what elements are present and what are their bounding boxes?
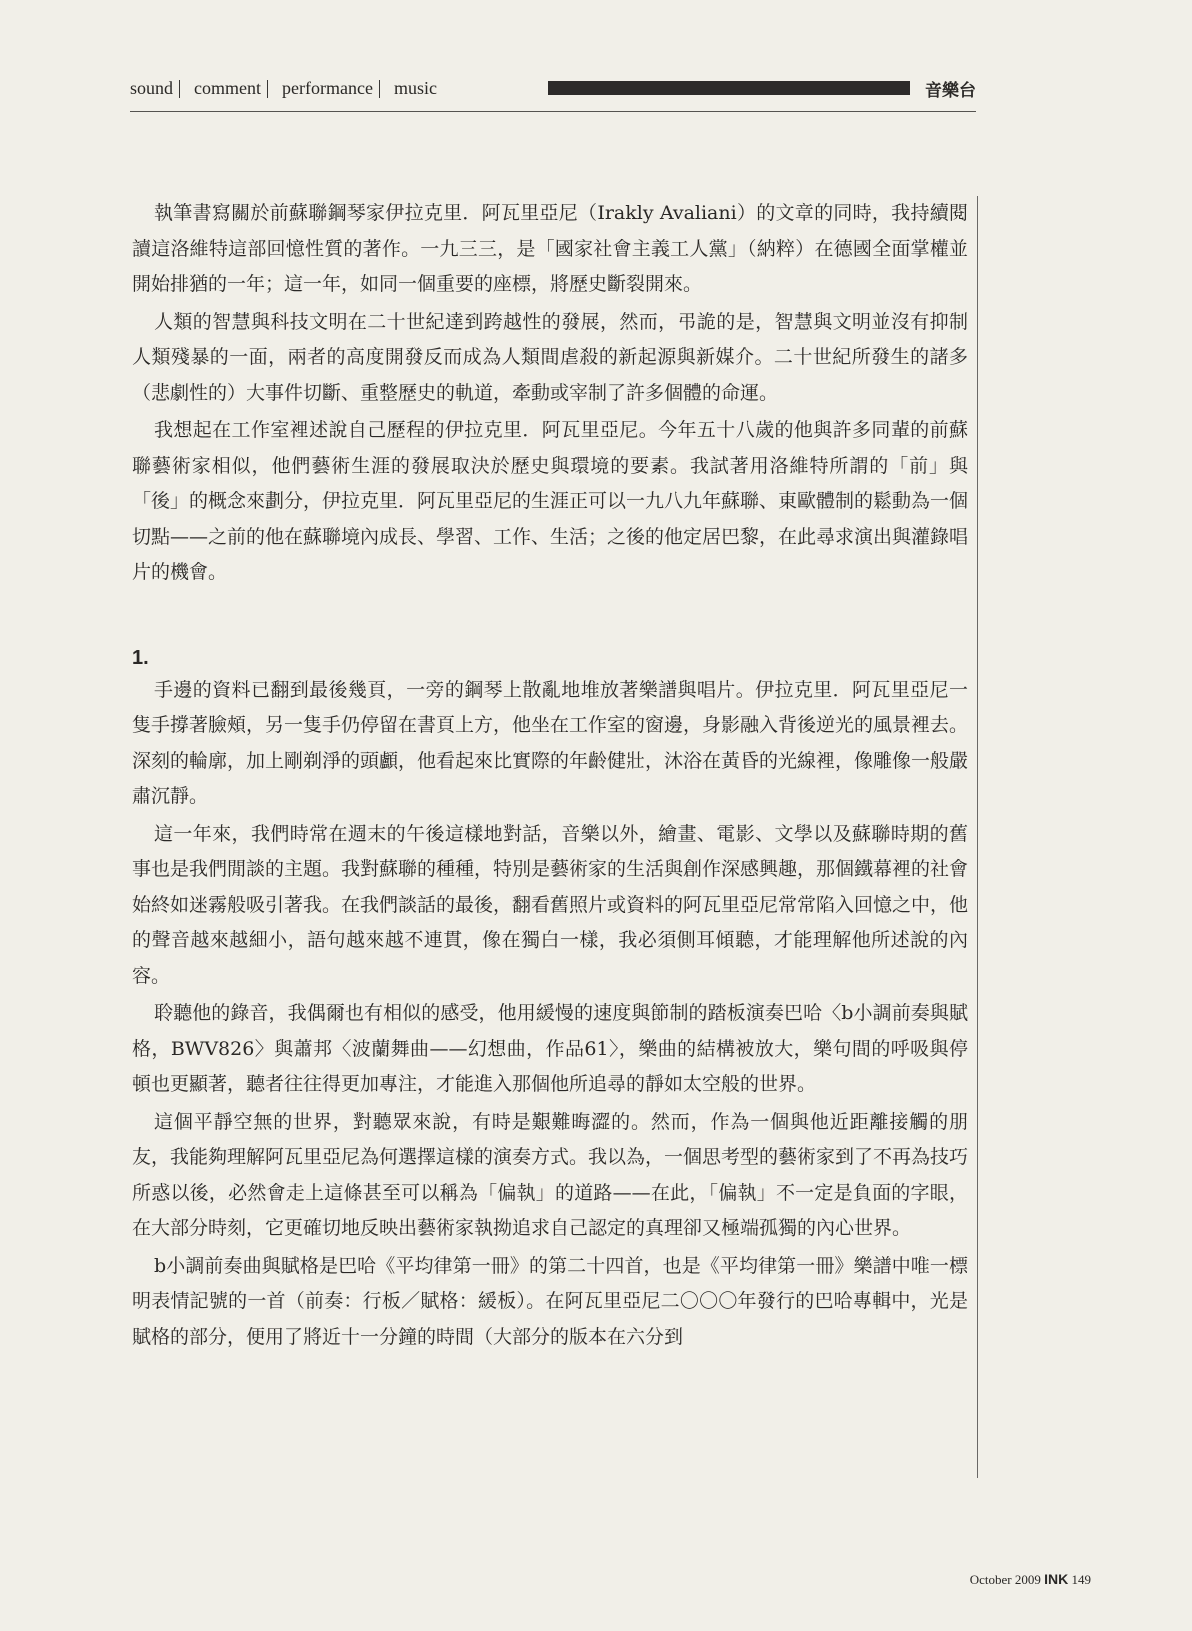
nav-item-comment: comment <box>194 78 261 98</box>
nav-separator <box>267 80 268 98</box>
column-rule <box>977 196 978 1478</box>
paragraph: 聆聽他的錄音，我偶爾也有相似的感受，他用緩慢的速度與節制的踏板演奏巴哈〈b小調前奏與賦格，BWV826〉與蕭邦〈波蘭舞曲——幻想曲，作品61〉，樂曲的結構被放大，樂句間的呼吸與停頓也更顯著，聽者往往得更加專注，才能進入那個他所追尋的靜如太空般的世界。 <box>132 1002 968 1095</box>
nav-item-sound: sound <box>130 78 174 98</box>
nav-separator <box>179 80 180 98</box>
paragraph: 我想起在工作室裡述說自己歷程的伊拉克里．阿瓦里亞尼。今年五十八歲的他與許多同輩的前蘇聯藝術家相似，他們藝術生涯的發展取決於歷史與環境的要素。我試著用洛維特所謂的「前」與「後」的概念來劃分，伊拉克里．阿瓦里亞尼的生涯正可以一九八九年蘇聯、東歐體制的鬆動為一個切點——之前的他在蘇聯境內成長、學習、工作、生活；之後的他定居巴黎，在此尋求演出與灌錄唱片的機會。 <box>132 419 969 583</box>
intro-section <box>132 196 968 591</box>
paragraph: 這一年來，我們時常在週末的午後這樣地對話，音樂以外，繪畫、電影、文學以及蘇聯時期的舊事也是我們閒談的主題。我對蘇聯的種種，特別是藝術家的生活與創作深感興趣，那個鐵幕裡的社會始終如迷霧般吸引著我。在我們談話的最後，翻看舊照片或資料的阿瓦里亞尼常常陷入回憶之中，他的聲音越來越細小，語句越來越不連貫，像在獨白一樣，我必須側耳傾聽，才能理解他所述說的內容。 <box>132 822 969 987</box>
paragraph: 手邊的資料已翻到最後幾頁，一旁的鋼琴上散亂地堆放著樂譜與唱片。伊拉克里．阿瓦里亞尼一隻手撐著臉頰，另一隻手仍停留在書頁上方，他坐在工作室的窗邊，身影融入背後逆光的風景裡去。深刻的輪廓，加上剛剃淨的頭顱，他看起來比實際的年齡健壯，沐浴在黃昏的光線裡，像雕像一般嚴肅沉靜。 <box>132 678 969 807</box>
nav-item-music: music <box>393 78 437 98</box>
page-footer <box>970 1571 1091 1588</box>
page-number: 149 <box>1071 1572 1091 1587</box>
page-header <box>130 74 976 104</box>
paragraph: 執筆書寫關於前蘇聯鋼琴家伊拉克里．阿瓦里亞尼（Irakly Avaliani）的文章的同時，我持續閱讀這洛維特這部回憶性質的著作。一九三三，是「國家社會主義工人黨」（納粹）在德國全面掌權並開始排猶的一年；這一年，如同一個重要的座標，將歷史斷裂開來。 <box>132 202 968 295</box>
section-nav <box>130 78 437 99</box>
nav-separator <box>379 80 380 98</box>
article-body <box>132 196 968 1355</box>
header-decorative-bar <box>548 81 910 95</box>
paragraph: 人類的智慧與科技文明在二十世紀達到跨越性的發展，然而，弔詭的是，智慧與文明並沒有抑制人類殘暴的一面，兩者的高度開發反而成為人類間虐殺的新起源與新媒介。二十世紀所發生的諸多（悲劇性的）大事件切斷、重整歷史的軌道，牽動或宰制了許多個體的命運。 <box>132 310 968 404</box>
section-1 <box>132 643 968 1356</box>
issue-date: October 2009 <box>969 1572 1041 1587</box>
magazine-brand: INK <box>1044 1571 1069 1587</box>
section-number: 1. <box>132 646 149 669</box>
section-name: 音樂台 <box>925 81 976 101</box>
nav-item-performance: performance <box>282 78 373 98</box>
paragraph: 這個平靜空無的世界，對聽眾來說，有時是艱難晦澀的。然而，作為一個與他近距離接觸的朋友，我能夠理解阿瓦里亞尼為何選擇這樣的演奏方式。我以為，一個思考型的藝術家到了不再為技巧所惑以後，必然會走上這條甚至可以稱為「偏執」的道路——在此，「偏執」不一定是負面的字眼，在大部分時刻，它更確切地反映出藝術家執拗追求自己認定的真理卻又極端孤獨的內心世界。 <box>132 1110 969 1239</box>
header-divider <box>130 111 976 112</box>
paragraph: b小調前奏曲與賦格是巴哈《平均律第一冊》的第二十四首，也是《平均律第一冊》樂譜中唯一標明表情記號的一首（前奏：行板／賦格：緩板）。在阿瓦里亞尼二〇〇〇年發行的巴哈專輯中，光是賦格的部分，便用了將近十一分鐘的時間（大部分的版本在六分到 <box>132 1254 968 1348</box>
